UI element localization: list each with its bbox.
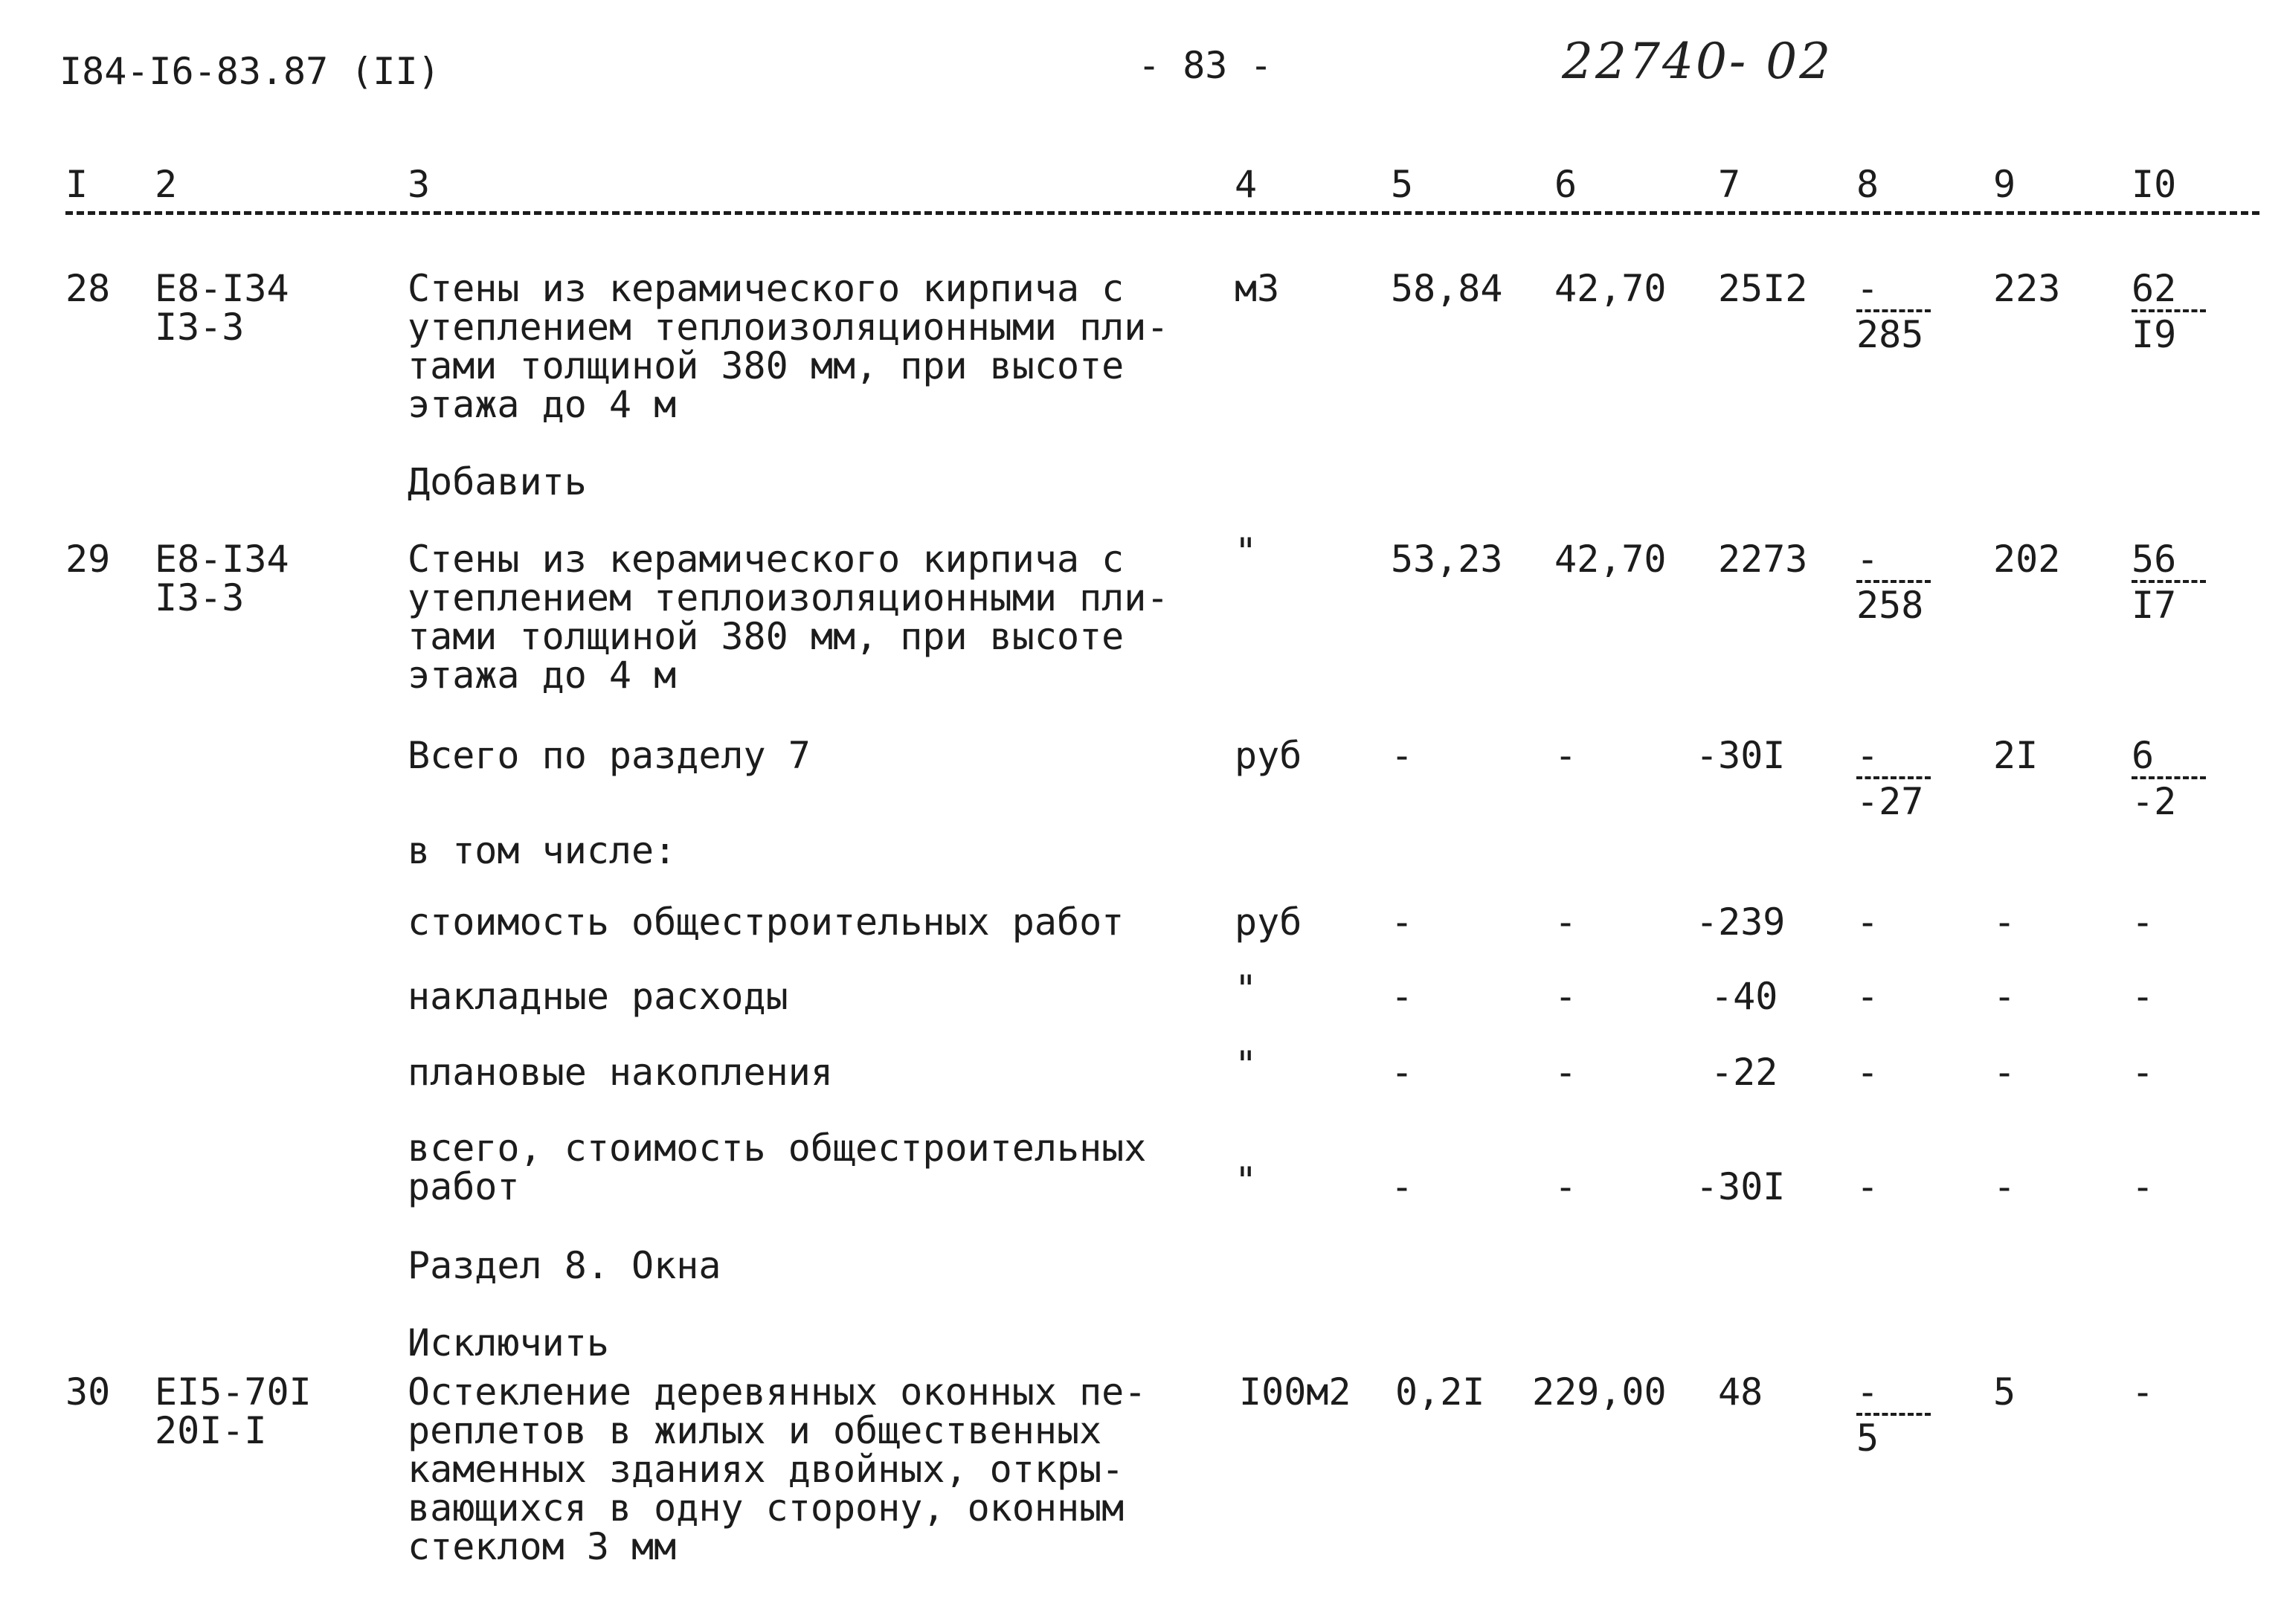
column-header-3: 3 [408,163,431,206]
row-unit-ditto: " [1235,1043,1258,1086]
row-col5: 0,2I [1395,1370,1485,1414]
row-description: накладные расходы [408,975,788,1018]
row-col9: - [1993,975,2016,1018]
column-header-6: 6 [1554,163,1577,206]
fraction-numerator: 6 [2132,736,2206,779]
row-col10: - [2132,975,2155,1018]
row-col6: - [1554,900,1577,944]
row-col7: -30I [1696,1165,1786,1208]
row-unit: м3 [1235,267,1280,310]
fraction-denominator: 258 [1856,584,1924,627]
row-code: E8-I34 I3-3 [155,267,289,349]
row-number: 28 [65,267,111,310]
row-col7: -40 [1711,975,1778,1018]
row-col10: - [2132,1051,2155,1094]
fraction-denominator: I9 [2132,313,2177,356]
fraction-numerator: 56 [2132,540,2206,583]
row-col10: - [2132,900,2155,944]
row-code: EI5-70I 20I-I [155,1370,312,1452]
row-col6: - [1554,1051,1577,1094]
row-col8: - [1856,1165,1879,1208]
row-description: плановые накопления [408,1051,833,1094]
row-col7: 2273 [1718,538,1808,581]
fraction-numerator: - [1856,540,1931,583]
row-col6: 42,70 [1554,538,1667,581]
row-col7: 25I2 [1718,267,1808,310]
column-header-2: 2 [155,163,178,206]
column-header-5: 5 [1391,163,1414,206]
row-col8-fraction [1856,1370,1931,1460]
row-unit-ditto: " [1235,530,1258,573]
row-number: 29 [65,538,111,581]
row-col6: 42,70 [1554,267,1667,310]
row-unit: руб [1235,900,1302,944]
fraction-denominator: -2 [2132,780,2177,823]
row-col5: - [1391,734,1414,777]
row-col9: - [1993,900,2016,944]
row-col5: - [1391,1051,1414,1094]
row-description: Всего по разделу 7 [408,734,811,777]
fraction-denominator: I7 [2132,584,2177,627]
row-col9: 202 [1993,538,2061,581]
row-col10-fraction [2132,269,2206,354]
row-col9: 5 [1993,1370,2016,1414]
row-col5: 53,23 [1391,538,1503,581]
row-unit-ditto: " [1235,967,1258,1011]
fraction-numerator: 62 [2132,269,2206,312]
row-col5: - [1391,975,1414,1018]
row-col9: - [1993,1051,2016,1094]
row-col10: - [2132,1370,2155,1414]
row-col6: - [1554,975,1577,1018]
row-col7: -22 [1711,1051,1778,1094]
row-col5: 58,84 [1391,267,1503,310]
fraction-numerator: - [1856,269,1931,312]
row-description: Стены из керамического кирпича с утеплением теплоизоляционными пли- тами толщиной 380 мм, при высоте этажа до 4 м [408,267,1169,426]
section-label-add: Добавить [408,460,587,503]
document-code: I84-I6-83.87 (II) [59,50,440,93]
row-col5: - [1391,900,1414,944]
row-col6: - [1554,734,1577,777]
row-unit: руб [1235,734,1302,777]
row-code: E8-I34 I3-3 [155,538,289,619]
row-col8: - [1856,975,1879,1018]
row-unit-ditto: " [1235,1159,1258,1202]
column-header-10: I0 [2132,163,2177,206]
row-description: всего, стоимость общестроительных работ [408,1127,1147,1208]
row-col9: - [1993,1165,2016,1208]
row-col8-fraction [1856,540,1931,625]
row-col8-fraction [1856,269,1931,354]
column-header-8: 8 [1856,163,1879,206]
including-label: в том числе: [408,829,677,872]
row-col10-fraction [2132,736,2206,821]
section-heading: Раздел 8. Окна [408,1244,721,1287]
row-col9: 223 [1993,267,2061,310]
row-description: стоимость общестроительных работ [408,900,1125,944]
row-col6: - [1554,1165,1577,1208]
row-description: Стены из керамического кирпича с утеплением теплоизоляционными пли- тами толщиной 380 мм, при высоте этажа до 4 м [408,538,1169,697]
row-unit: I00м2 [1239,1370,1351,1414]
column-header-7: 7 [1718,163,1741,206]
row-col8: - [1856,900,1879,944]
fraction-denominator: 285 [1856,313,1924,356]
row-col6: 229,00 [1532,1370,1667,1414]
column-header-4: 4 [1235,163,1258,206]
section-label-exclude: Исключить [408,1321,609,1364]
row-col9: 2I [1993,734,2039,777]
fraction-numerator: - [1856,1373,1931,1416]
row-number: 30 [65,1370,111,1414]
row-col7: 48 [1718,1370,1763,1414]
handwritten-stamp-number: 22740- 02 [1562,33,1833,90]
column-header-9: 9 [1993,163,2016,206]
row-col10: - [2132,1165,2155,1208]
row-col7: -30I [1696,734,1786,777]
row-col8: - [1856,1051,1879,1094]
row-col5: - [1391,1165,1414,1208]
row-col8-fraction [1856,736,1931,821]
row-col7: -239 [1696,900,1786,944]
row-col10-fraction [2132,540,2206,625]
fraction-numerator: - [1856,736,1931,779]
page-number: - 83 - [1138,44,1273,87]
fraction-denominator: 5 [1856,1417,1879,1460]
column-header-1: I [65,163,89,206]
row-description: Остекление деревянных оконных пе- реплетов в жилых и общественных каменных зданиях двойных, откры- вающихся в одну сторону, оконным стеклом 3 мм [408,1370,1147,1568]
fraction-denominator: -27 [1856,780,1924,823]
header-divider [65,211,2259,215]
